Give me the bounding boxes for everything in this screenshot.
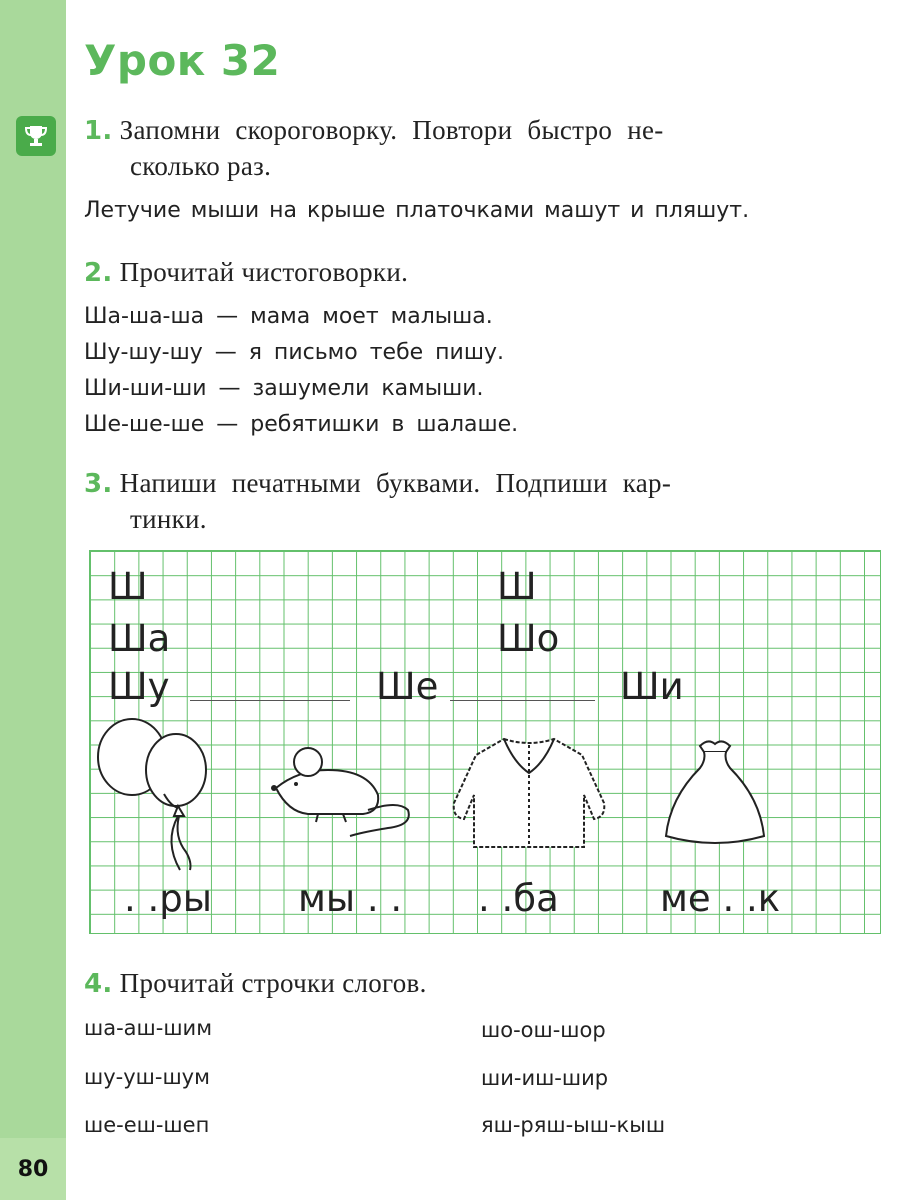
syllable-row-right-2: ши-иш-шир: [481, 1066, 609, 1090]
sack-picture: [660, 738, 770, 858]
balloons-picture: [94, 712, 214, 872]
lesson-title: Урок 32: [84, 36, 281, 85]
chant-line-4: Ше-ше-ше — ребятишки в шалаше.: [84, 412, 519, 437]
task1-instruction: 1. Запомни скороговорку. Повтори быстро не-: [84, 115, 664, 146]
chant-line-3: Ши-ши-ши — зашумели камыши.: [84, 376, 484, 401]
caption-fur-coat: . .ба: [478, 877, 559, 920]
task3-instruction-cont: тинки.: [130, 504, 207, 534]
syllable-row-right-3: яш-ряш-ыш-кыш: [481, 1113, 666, 1137]
writing-line: [450, 700, 595, 701]
syllable-sho: Шо: [497, 617, 560, 660]
task4-instruction: 4. Прочитай строчки слогов.: [84, 968, 427, 999]
syllable-row-right-1: шо-ош-шор: [481, 1018, 606, 1042]
writing-line: [190, 700, 350, 701]
syllable-she: Ше: [376, 665, 439, 708]
syllable-row-left-2: шу-уш-шум: [84, 1065, 210, 1089]
syllable-row-left-1: ша-аш-шим: [84, 1016, 213, 1040]
syllable-sha: Ша: [108, 617, 171, 660]
fur-coat-picture: [444, 733, 614, 853]
caption-balloons: . .ры: [124, 877, 212, 920]
trophy-icon: [16, 116, 56, 156]
syllable-sh-2: Ш: [497, 565, 537, 608]
task3-number: 3.: [84, 469, 113, 499]
task4-number: 4.: [84, 969, 113, 999]
page-margin-strip: [0, 0, 66, 1200]
page-number: 80: [0, 1138, 66, 1200]
syllable-shu: Шу: [108, 665, 170, 708]
syllable-shi: Ши: [620, 665, 684, 708]
mouse-picture: [268, 740, 418, 840]
syllable-row-left-3: ше-еш-шеп: [84, 1113, 210, 1137]
chant-line-2: Шу-шу-шу — я письмо тебе пишу.: [84, 340, 505, 365]
task1-instruction-cont: сколько раз.: [130, 151, 272, 181]
syllable-sh: Ш: [108, 565, 148, 608]
task2-instruction: 2. Прочитай чистоговорки.: [84, 257, 409, 288]
caption-sack: ме . .к: [660, 877, 781, 920]
task1-number: 1.: [84, 116, 113, 146]
tongue-twister: Летучие мыши на крыше платочками машут и пляшут.: [84, 198, 750, 223]
caption-mouse: мы . .: [298, 877, 403, 920]
task3-instruction: 3. Напиши печатными буквами. Подпиши кар-: [84, 468, 672, 499]
task2-number: 2.: [84, 258, 113, 288]
chant-line-1: Ша-ша-ша — мама моет малыша.: [84, 304, 493, 329]
